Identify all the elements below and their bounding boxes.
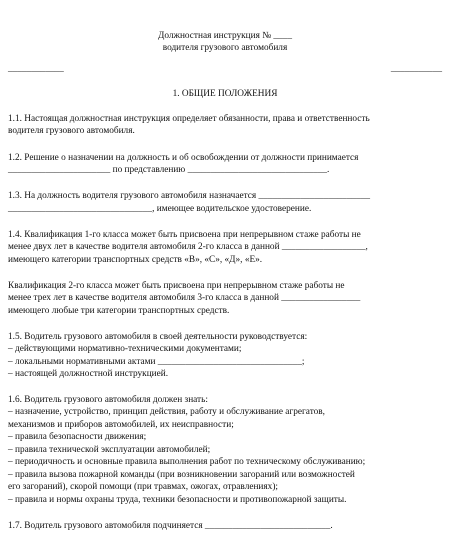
paragraph-line: ______________________ по представлению ______________________________. xyxy=(8,165,330,175)
document-subtitle: водителя грузового автомобиля xyxy=(162,43,288,53)
list-item: – правила технической эксплуатации автомобилей; xyxy=(8,445,211,455)
signature-line-left: ____________ xyxy=(8,64,64,74)
paragraph-line: менее трех лет в качестве водителя автомобиля 3-го класса в данной _________________ xyxy=(8,293,361,303)
signature-line-right: ___________ xyxy=(390,64,442,74)
section-title: 1. ОБЩИЕ ПОЛОЖЕНИЯ xyxy=(172,89,278,99)
paragraph-line: имеющего категории транспортных средств «В», «С», «Д», «Е». xyxy=(8,255,263,265)
list-item: – правила вызова пожарной команды (при возникновении загораний или возможностей xyxy=(8,470,355,480)
paragraph-line: водителя грузового автомобиля. xyxy=(8,126,135,136)
paragraph-line: 1.3. На должность водителя грузового автомобиля назначается ________________________ xyxy=(8,191,371,201)
list-item: – периодичность и основные правила выполнения работ по техническому обслуживанию; xyxy=(8,457,366,467)
list-item: – действующими нормативно-техническими документами; xyxy=(8,344,242,354)
paragraph-line: имеющего любые три категории транспортных средств. xyxy=(8,306,230,316)
paragraph-line: Квалификация 2-го класса может быть присвоена при непрерывном стаже работы не xyxy=(8,281,345,291)
list-item: его загораний), скорой помощи (при травмах, ожогах, отравлениях); xyxy=(8,482,279,492)
paragraph-line: менее двух лет в качестве водителя автомобиля 2-го класса в данной __________________, xyxy=(8,242,368,252)
list-item: – правила и нормы охраны труда, техники безопасности и противопожарной защиты. xyxy=(8,495,347,505)
list-item: – настоящей должностной инструкцией. xyxy=(8,369,169,379)
paragraph-line: 1.1. Настоящая должностная инструкция определяет обязанности, права и ответственность xyxy=(8,114,370,124)
paragraph-line: 1.6. Водитель грузового автомобиля должен знать: xyxy=(8,395,208,405)
list-item: – локальными нормативными актами _______________________________; xyxy=(8,357,305,367)
paragraph-line: 1.5. Водитель грузового автомобиля в своей деятельности руководствуется: xyxy=(8,332,308,342)
paragraph-line: 1.7. Водитель грузового автомобиля подчиняется ___________________________. xyxy=(8,521,333,531)
paragraph-line: _______________________________, имеющее водительское удостоверение. xyxy=(8,204,312,214)
paragraph-line: 1.4. Квалификация 1-го класса может быть присвоена при непрерывном стаже работы не xyxy=(8,230,361,240)
list-item: – назначение, устройство, принцип действия, работу и обслуживание агрегатов, xyxy=(8,407,325,417)
document-title: Должностная инструкция № ____ xyxy=(158,31,292,41)
list-item: механизмов и приборов автомобилей, их неисправности; xyxy=(8,420,234,430)
list-item: – правила безопасности движения; xyxy=(8,432,147,442)
paragraph-line: 1.2. Решение о назначении на должность и об освобождении от должности принимается xyxy=(8,153,359,163)
